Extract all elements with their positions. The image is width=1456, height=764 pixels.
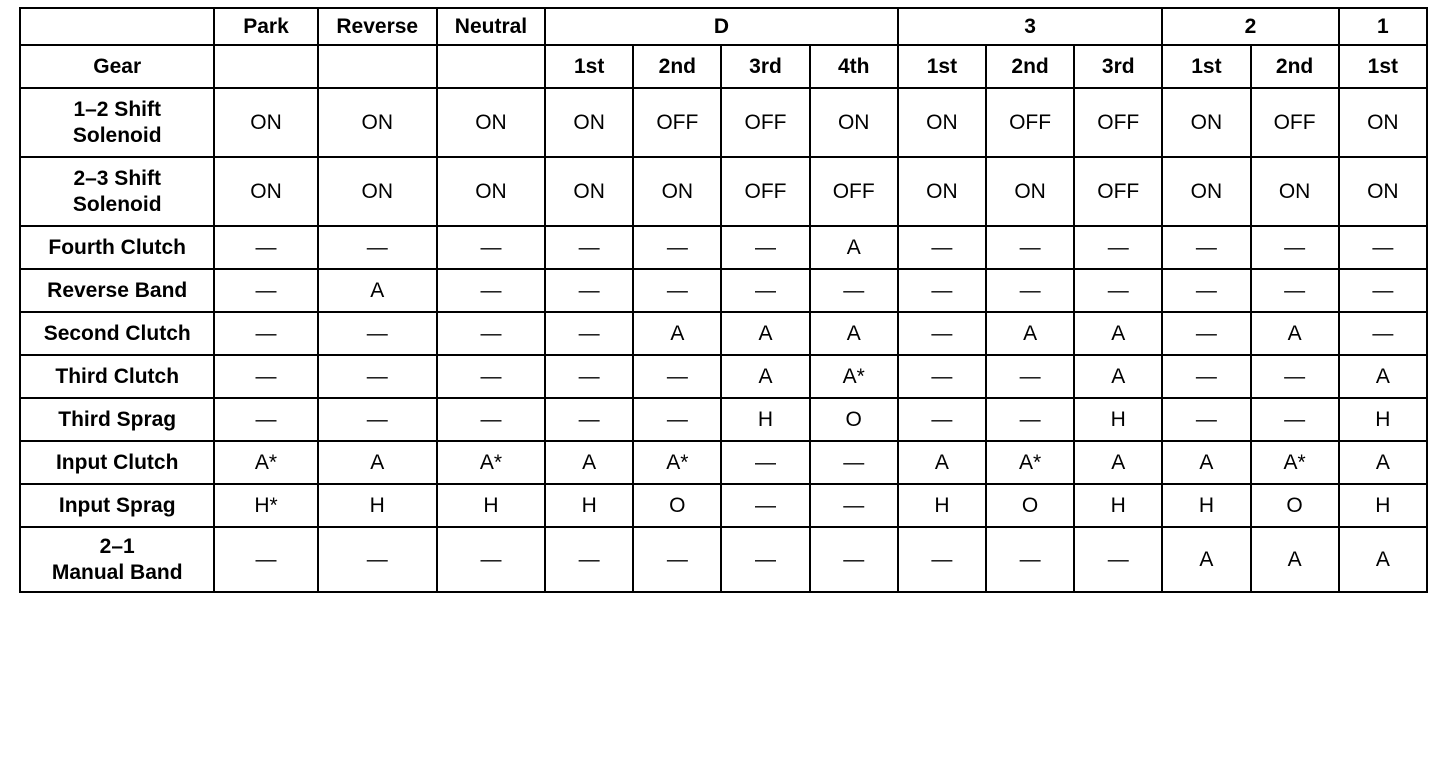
table-cell: — <box>633 398 721 441</box>
range-header-neutral: Neutral <box>437 8 545 45</box>
table-cell: — <box>898 398 986 441</box>
table-cell: A* <box>214 441 317 484</box>
table-cell: — <box>318 398 437 441</box>
table-cell: — <box>545 527 633 592</box>
gear-header <box>437 45 545 88</box>
table-row <box>20 355 1427 398</box>
table-cell: — <box>1339 269 1427 312</box>
table-cell: A <box>1251 312 1339 355</box>
table-cell: ON <box>810 88 898 157</box>
gear-header: 1st <box>545 45 633 88</box>
table-cell: — <box>898 355 986 398</box>
table-cell: A <box>810 226 898 269</box>
table-cell: H <box>1339 484 1427 527</box>
table-cell: — <box>898 312 986 355</box>
row-label: Reverse Band <box>20 269 214 312</box>
table-cell: — <box>1251 269 1339 312</box>
table-cell: OFF <box>721 88 809 157</box>
table-cell: ON <box>1251 157 1339 226</box>
table-cell: ON <box>437 157 545 226</box>
table-cell: — <box>810 441 898 484</box>
table-cell: OFF <box>721 157 809 226</box>
table-cell: — <box>1162 355 1250 398</box>
table-cell: — <box>318 355 437 398</box>
table-cell: A <box>1339 355 1427 398</box>
row-label: Input Clutch <box>20 441 214 484</box>
gear-header <box>214 45 317 88</box>
table-cell: A <box>810 312 898 355</box>
table-cell: — <box>986 527 1074 592</box>
table-cell: — <box>545 226 633 269</box>
range-header-2: 2 <box>1162 8 1338 45</box>
table-cell: OFF <box>986 88 1074 157</box>
table-cell: ON <box>898 88 986 157</box>
table-cell: H <box>721 398 809 441</box>
gear-header <box>318 45 437 88</box>
table-cell: — <box>1251 398 1339 441</box>
table-cell: OFF <box>1074 157 1162 226</box>
table-row <box>20 527 1427 592</box>
table-cell: — <box>318 226 437 269</box>
shift-application-chart <box>19 7 1428 593</box>
table-cell: — <box>545 355 633 398</box>
table-row <box>20 226 1427 269</box>
table-cell: O <box>633 484 721 527</box>
table-cell: ON <box>1162 88 1250 157</box>
row-label: 1–2 Shift Solenoid <box>20 88 214 157</box>
table-cell: — <box>1074 226 1162 269</box>
table-cell: H <box>1074 398 1162 441</box>
table-cell: — <box>810 484 898 527</box>
table-cell: — <box>318 527 437 592</box>
table-cell: O <box>810 398 898 441</box>
table-cell: A <box>721 312 809 355</box>
table-cell: — <box>633 527 721 592</box>
table-cell: A* <box>437 441 545 484</box>
gear-header-row <box>20 45 1427 88</box>
table-cell: OFF <box>633 88 721 157</box>
table-cell: H <box>898 484 986 527</box>
table-cell: A <box>318 269 437 312</box>
gear-header: 3rd <box>721 45 809 88</box>
table-row <box>20 398 1427 441</box>
table-cell: H <box>1339 398 1427 441</box>
table-cell: — <box>1251 355 1339 398</box>
table-cell: A <box>1162 441 1250 484</box>
corner-cell <box>20 8 214 45</box>
table-cell: — <box>1339 226 1427 269</box>
row-label: 2–3 Shift Solenoid <box>20 157 214 226</box>
table-cell: — <box>898 527 986 592</box>
table-cell: — <box>986 269 1074 312</box>
table-cell: OFF <box>1074 88 1162 157</box>
table-cell: — <box>437 226 545 269</box>
range-header-reverse: Reverse <box>318 8 437 45</box>
range-header-row <box>20 8 1427 45</box>
table-cell: — <box>545 269 633 312</box>
table-cell: A <box>1339 527 1427 592</box>
range-header-3: 3 <box>898 8 1163 45</box>
table-cell: OFF <box>810 157 898 226</box>
table-cell: — <box>437 312 545 355</box>
gear-header: 1st <box>898 45 986 88</box>
table-cell: — <box>214 269 317 312</box>
table-row <box>20 269 1427 312</box>
table-cell: H <box>1162 484 1250 527</box>
table-cell: — <box>545 312 633 355</box>
table-cell: — <box>1074 269 1162 312</box>
table-body <box>20 88 1427 592</box>
table-cell: — <box>214 226 317 269</box>
row-label: Input Sprag <box>20 484 214 527</box>
table-cell: ON <box>898 157 986 226</box>
table-cell: A <box>986 312 1074 355</box>
table-cell: — <box>721 484 809 527</box>
table-row <box>20 441 1427 484</box>
table-cell: — <box>721 441 809 484</box>
table-cell: — <box>1162 398 1250 441</box>
table-cell: — <box>1162 226 1250 269</box>
table-cell: ON <box>1339 157 1427 226</box>
table-cell: ON <box>1162 157 1250 226</box>
gear-label: Gear <box>20 45 214 88</box>
table-cell: — <box>545 398 633 441</box>
gear-header: 3rd <box>1074 45 1162 88</box>
table-cell: A <box>318 441 437 484</box>
table-cell: — <box>721 269 809 312</box>
table-cell: ON <box>214 88 317 157</box>
row-label: 2–1 Manual Band <box>20 527 214 592</box>
table-cell: — <box>214 398 317 441</box>
table-cell: H <box>545 484 633 527</box>
gear-header: 2nd <box>633 45 721 88</box>
table-cell: ON <box>318 88 437 157</box>
table-cell: H <box>1074 484 1162 527</box>
table-cell: — <box>437 269 545 312</box>
table-cell: — <box>1162 312 1250 355</box>
row-label: Third Sprag <box>20 398 214 441</box>
table-cell: — <box>810 527 898 592</box>
table-cell: — <box>214 355 317 398</box>
range-header-1: 1 <box>1339 8 1427 45</box>
row-label: Third Clutch <box>20 355 214 398</box>
table-cell: A* <box>633 441 721 484</box>
table-cell: A <box>721 355 809 398</box>
table-row <box>20 484 1427 527</box>
table-cell: — <box>1339 312 1427 355</box>
table-cell: ON <box>1339 88 1427 157</box>
gear-header: 2nd <box>1251 45 1339 88</box>
table-cell: — <box>437 355 545 398</box>
range-header-d: D <box>545 8 898 45</box>
gear-header: 2nd <box>986 45 1074 88</box>
table-cell: — <box>318 312 437 355</box>
row-label: Fourth Clutch <box>20 226 214 269</box>
table-cell: ON <box>437 88 545 157</box>
table-cell: — <box>214 527 317 592</box>
table-cell: — <box>437 398 545 441</box>
table-cell: H* <box>214 484 317 527</box>
table-cell: — <box>898 226 986 269</box>
table-cell: — <box>633 269 721 312</box>
table-cell: A* <box>810 355 898 398</box>
table-cell: ON <box>633 157 721 226</box>
table-cell: — <box>633 226 721 269</box>
table-cell: — <box>1251 226 1339 269</box>
table-cell: — <box>986 226 1074 269</box>
table-cell: H <box>318 484 437 527</box>
range-header-park: Park <box>214 8 317 45</box>
table-row <box>20 157 1427 226</box>
table-cell: A <box>1074 312 1162 355</box>
table-cell: A <box>633 312 721 355</box>
table-cell: — <box>986 355 1074 398</box>
table-cell: — <box>214 312 317 355</box>
table-cell: — <box>898 269 986 312</box>
table-cell: O <box>1251 484 1339 527</box>
table-cell: A <box>898 441 986 484</box>
table-cell: H <box>437 484 545 527</box>
table-cell: ON <box>214 157 317 226</box>
table-cell: A <box>1251 527 1339 592</box>
table-cell: — <box>721 226 809 269</box>
gear-header: 1st <box>1162 45 1250 88</box>
row-label: Second Clutch <box>20 312 214 355</box>
table-cell: — <box>633 355 721 398</box>
table-row <box>20 312 1427 355</box>
table-cell: A <box>1074 355 1162 398</box>
table-cell: ON <box>545 88 633 157</box>
table-cell: A* <box>986 441 1074 484</box>
table-cell: — <box>810 269 898 312</box>
table-cell: OFF <box>1251 88 1339 157</box>
table-cell: ON <box>545 157 633 226</box>
table-cell: — <box>986 398 1074 441</box>
table-cell: A <box>1339 441 1427 484</box>
table-row <box>20 88 1427 157</box>
table-cell: A <box>1162 527 1250 592</box>
gear-header: 1st <box>1339 45 1427 88</box>
table-cell: — <box>1162 269 1250 312</box>
table-cell: — <box>1074 527 1162 592</box>
table-cell: A <box>1074 441 1162 484</box>
table-cell: ON <box>318 157 437 226</box>
table-cell: ON <box>986 157 1074 226</box>
table-cell: A <box>545 441 633 484</box>
gear-header: 4th <box>810 45 898 88</box>
table-cell: A* <box>1251 441 1339 484</box>
table-cell: — <box>721 527 809 592</box>
table-cell: — <box>437 527 545 592</box>
table-cell: O <box>986 484 1074 527</box>
